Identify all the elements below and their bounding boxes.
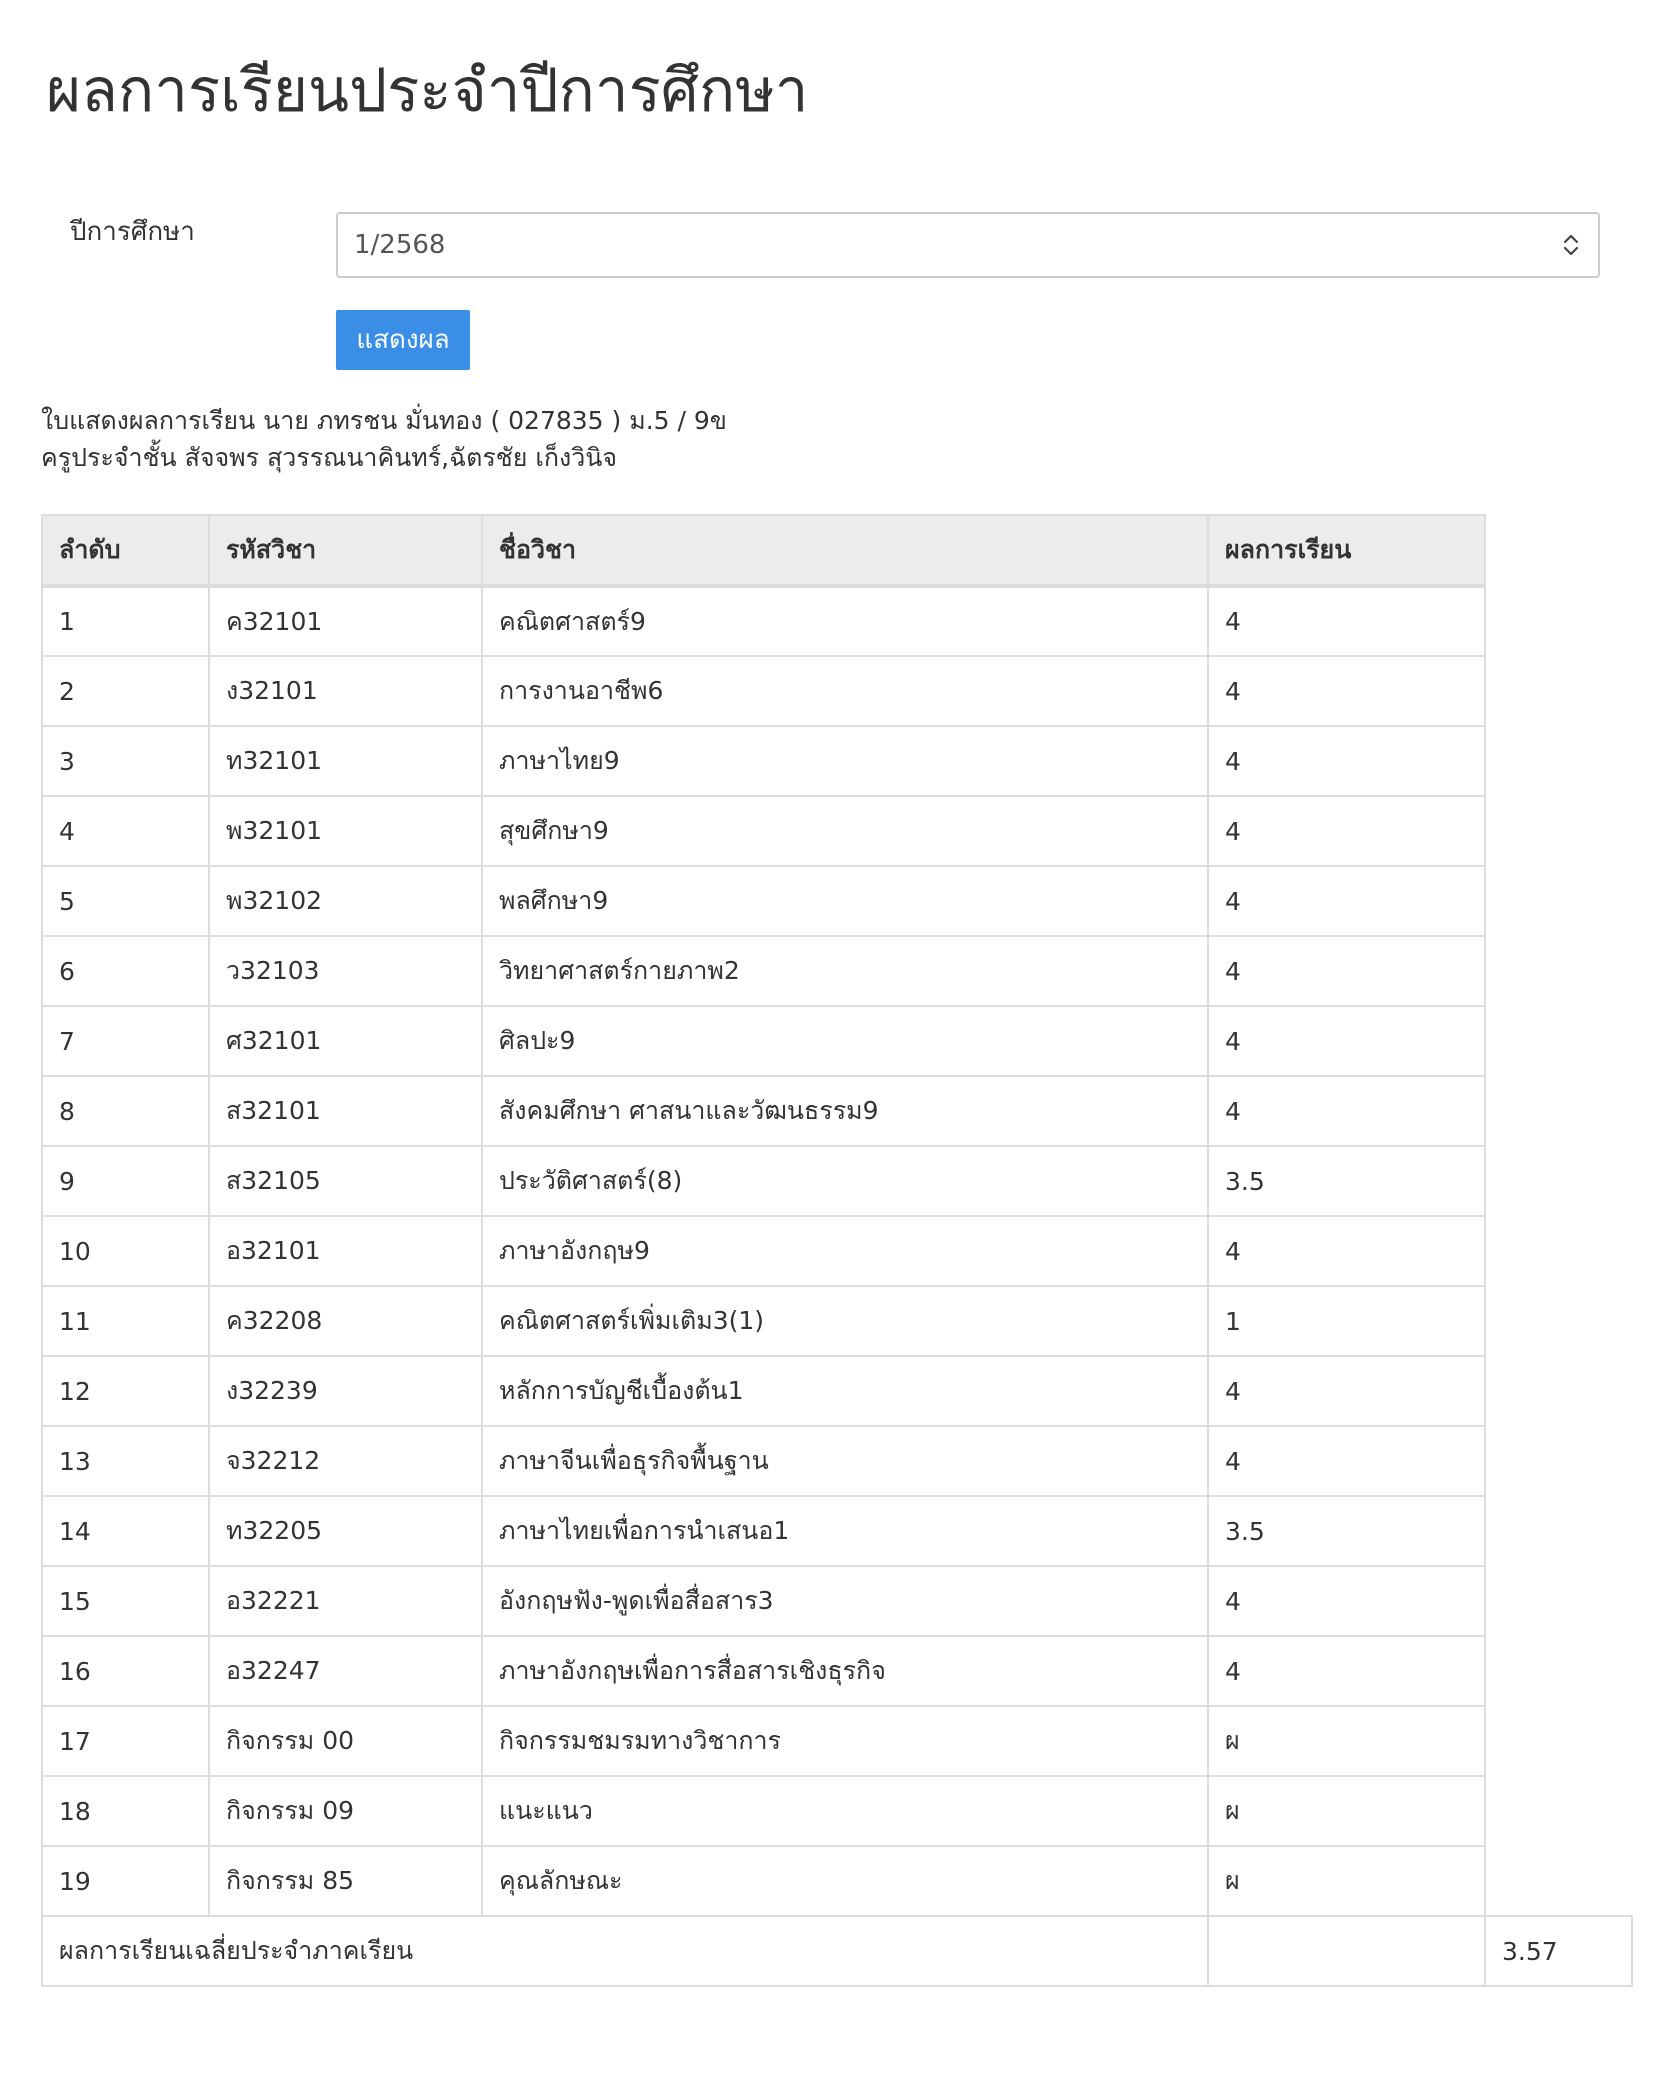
table-header-row (42, 515, 1632, 586)
empty-cell (1485, 1076, 1632, 1146)
empty-cell (1485, 1006, 1632, 1076)
cell-order: 13 (42, 1426, 209, 1496)
cell-grade: 4 (1208, 726, 1485, 796)
table-row (42, 656, 1632, 726)
cell-subject-name: กิจกรรมชมรมทางวิชาการ (482, 1706, 1208, 1776)
table-row (42, 1356, 1632, 1426)
table-row (42, 1636, 1632, 1706)
cell-grade: 4 (1208, 1426, 1485, 1496)
cell-grade: 1 (1208, 1286, 1485, 1356)
cell-grade: 4 (1208, 586, 1485, 656)
cell-grade: 4 (1208, 1356, 1485, 1426)
cell-subject-name: ภาษาไทย9 (482, 726, 1208, 796)
cell-order: 19 (42, 1846, 209, 1916)
header-subject-code: รหัสวิชา (209, 515, 482, 586)
cell-grade: 4 (1208, 1076, 1485, 1146)
table-row (42, 1146, 1632, 1216)
header-grade: ผลการเรียน (1208, 515, 1485, 586)
cell-subject-code: ง32239 (209, 1356, 482, 1426)
cell-subject-code: พ32102 (209, 866, 482, 936)
empty-cell (1485, 866, 1632, 936)
empty-cell (1485, 1426, 1632, 1496)
cell-subject-name: แนะแนว (482, 1776, 1208, 1846)
cell-subject-code: ท32101 (209, 726, 482, 796)
student-info (41, 402, 727, 476)
grades-table (41, 514, 1633, 1987)
year-label: ปีการศึกษา (70, 217, 195, 247)
empty-cell (1485, 1706, 1632, 1776)
empty-cell (1485, 515, 1632, 586)
cell-subject-name: คุณลักษณะ (482, 1846, 1208, 1916)
table-row (42, 1076, 1632, 1146)
cell-order: 15 (42, 1566, 209, 1636)
empty-cell (1485, 656, 1632, 726)
chevron-up-down-icon (1560, 232, 1582, 258)
table-row (42, 586, 1632, 656)
cell-subject-name: ภาษาไทยเพื่อการนำเสนอ1 (482, 1496, 1208, 1566)
table-row (42, 1846, 1632, 1916)
cell-subject-name: สังคมศึกษา ศาสนาและวัฒนธรรม9 (482, 1076, 1208, 1146)
cell-order: 7 (42, 1006, 209, 1076)
cell-order: 17 (42, 1706, 209, 1776)
cell-grade: 4 (1208, 1006, 1485, 1076)
table-row (42, 866, 1632, 936)
cell-subject-code: กิจกรรม 85 (209, 1846, 482, 1916)
table-row (42, 1496, 1632, 1566)
cell-grade: 4 (1208, 1636, 1485, 1706)
cell-subject-name: ภาษาจีนเพื่อธุรกิจพื้นฐาน (482, 1426, 1208, 1496)
empty-cell (1485, 726, 1632, 796)
table-row (42, 726, 1632, 796)
cell-subject-code: อ32247 (209, 1636, 482, 1706)
cell-grade: ผ (1208, 1776, 1485, 1846)
cell-order: 4 (42, 796, 209, 866)
table-row (42, 796, 1632, 866)
cell-order: 8 (42, 1076, 209, 1146)
table-row (42, 1706, 1632, 1776)
cell-grade: 4 (1208, 656, 1485, 726)
cell-subject-code: ว32103 (209, 936, 482, 1006)
empty-cell (1485, 1496, 1632, 1566)
cell-subject-code: ท32205 (209, 1496, 482, 1566)
cell-subject-name: คณิตศาสตร์เพิ่มเติม3(1) (482, 1286, 1208, 1356)
cell-grade: 3.5 (1208, 1146, 1485, 1216)
cell-grade: 4 (1208, 866, 1485, 936)
table-row (42, 936, 1632, 1006)
cell-subject-name: อังกฤษฟัง-พูดเพื่อสื่อสาร3 (482, 1566, 1208, 1636)
header-order: ลำดับ (42, 515, 209, 586)
summary-label: ผลการเรียนเฉลี่ยประจำภาคเรียน (42, 1916, 1208, 1986)
cell-order: 14 (42, 1496, 209, 1566)
homeroom-teacher-line: ครูประจำชั้น สัจจพร สุวรรณนาคินทร์,ฉัตรชัย เก็งวินิจ (41, 443, 618, 472)
cell-order: 16 (42, 1636, 209, 1706)
cell-order: 9 (42, 1146, 209, 1216)
cell-grade: 4 (1208, 1216, 1485, 1286)
cell-order: 1 (42, 586, 209, 656)
empty-cell (1485, 1776, 1632, 1846)
cell-subject-name: คณิตศาสตร์9 (482, 586, 1208, 656)
cell-subject-code: กิจกรรม 00 (209, 1706, 482, 1776)
cell-subject-name: ประวัติศาสตร์(8) (482, 1146, 1208, 1216)
student-info-line: ใบแสดงผลการเรียน นาย ภทรชน มั่นทอง ( 027835 ) ม.5 / 9ข (41, 406, 727, 435)
cell-subject-name: ภาษาอังกฤษเพื่อการสื่อสารเชิงธุรกิจ (482, 1636, 1208, 1706)
cell-subject-code: พ32101 (209, 796, 482, 866)
empty-cell (1485, 796, 1632, 866)
empty-cell (1485, 1566, 1632, 1636)
empty-cell (1485, 1846, 1632, 1916)
cell-subject-code: ส32101 (209, 1076, 482, 1146)
cell-subject-name: สุขศึกษา9 (482, 796, 1208, 866)
cell-subject-code: ส32105 (209, 1146, 482, 1216)
cell-grade: 4 (1208, 936, 1485, 1006)
cell-order: 18 (42, 1776, 209, 1846)
table-row (42, 1216, 1632, 1286)
cell-order: 6 (42, 936, 209, 1006)
cell-subject-code: อ32101 (209, 1216, 482, 1286)
cell-order: 3 (42, 726, 209, 796)
cell-subject-code: ศ32101 (209, 1006, 482, 1076)
cell-order: 2 (42, 656, 209, 726)
summary-gpa-value: 3.57 (1485, 1916, 1632, 1986)
academic-year-value: 1/2568 (354, 230, 446, 260)
page-title: ผลการเรียนประจำปีการศึกษา (46, 56, 809, 126)
cell-subject-name: ภาษาอังกฤษ9 (482, 1216, 1208, 1286)
cell-order: 12 (42, 1356, 209, 1426)
table-row (42, 1426, 1632, 1496)
cell-grade: 4 (1208, 796, 1485, 866)
show-results-button[interactable]: แสดงผล (336, 310, 470, 370)
empty-cell (1485, 1216, 1632, 1286)
table-row (42, 1286, 1632, 1356)
cell-subject-name: หลักการบัญชีเบื้องต้น1 (482, 1356, 1208, 1426)
cell-grade: 4 (1208, 1566, 1485, 1636)
cell-order: 10 (42, 1216, 209, 1286)
empty-cell (1485, 1636, 1632, 1706)
empty-cell (1485, 1146, 1632, 1216)
cell-grade: ผ (1208, 1706, 1485, 1776)
table-row (42, 1006, 1632, 1076)
empty-cell (1485, 586, 1632, 656)
cell-subject-code: ค32208 (209, 1286, 482, 1356)
cell-order: 11 (42, 1286, 209, 1356)
cell-subject-name: การงานอาชีพ6 (482, 656, 1208, 726)
table-row (42, 1566, 1632, 1636)
table-row (42, 1776, 1632, 1846)
empty-cell (1485, 936, 1632, 1006)
cell-grade: ผ (1208, 1846, 1485, 1916)
cell-subject-code: อ32221 (209, 1566, 482, 1636)
cell-subject-code: ค32101 (209, 586, 482, 656)
cell-order: 5 (42, 866, 209, 936)
cell-subject-code: ง32101 (209, 656, 482, 726)
summary-empty-cell (1208, 1916, 1485, 1986)
header-subject-name: ชื่อวิชา (482, 515, 1208, 586)
cell-subject-code: จ32212 (209, 1426, 482, 1496)
cell-subject-code: กิจกรรม 09 (209, 1776, 482, 1846)
summary-row (42, 1916, 1632, 1986)
cell-subject-name: วิทยาศาสตร์กายภาพ2 (482, 936, 1208, 1006)
table-body (42, 586, 1632, 1916)
empty-cell (1485, 1286, 1632, 1356)
cell-subject-name: ศิลปะ9 (482, 1006, 1208, 1076)
academic-year-select[interactable] (336, 212, 1600, 278)
cell-grade: 3.5 (1208, 1496, 1485, 1566)
empty-cell (1485, 1356, 1632, 1426)
cell-subject-name: พลศึกษา9 (482, 866, 1208, 936)
